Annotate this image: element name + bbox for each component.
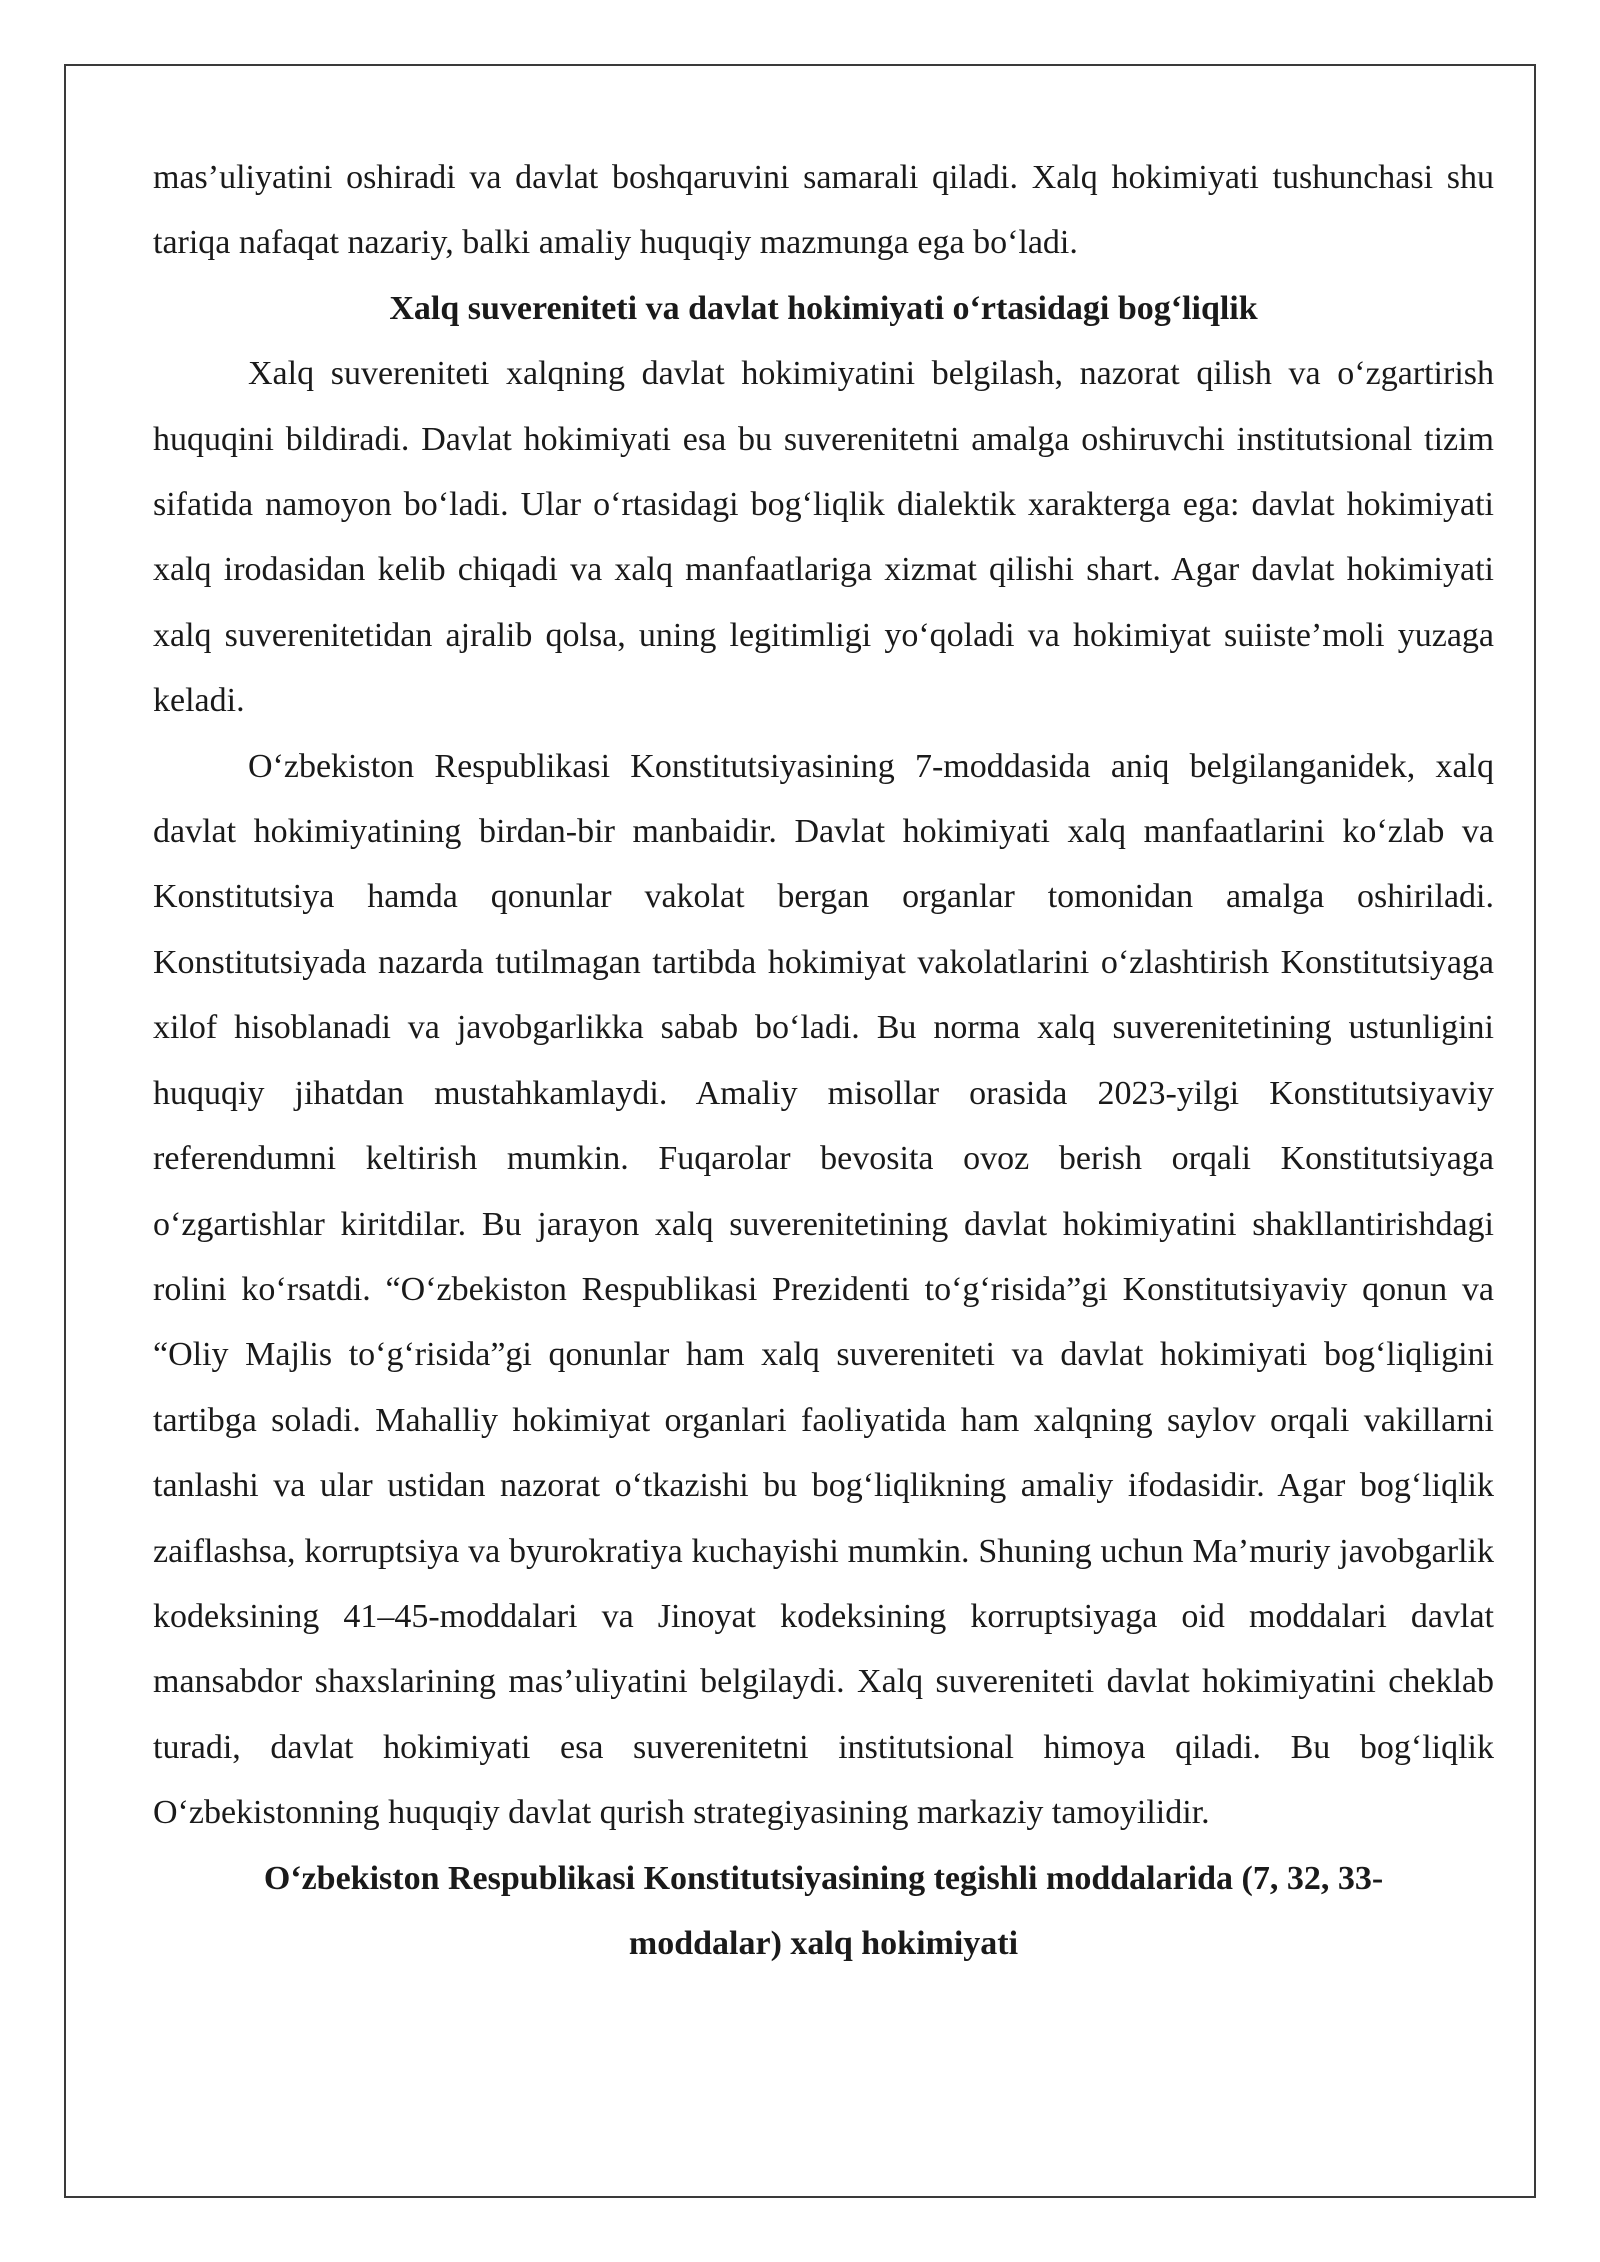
document-body — [153, 145, 1494, 1976]
section-heading-line-2: moddalar) xalq hokimiyati — [628, 1924, 1019, 1962]
section-heading-constitution-articles — [153, 1846, 1494, 1977]
paragraph-constitution-article-7: O‘zbekiston Respublikasi Konstitutsiyasining 7-moddasida aniq belgilanganidek, xalq davlat hokimiyatining birdan-bir manbaidir. Davlat hokimiyati xalq manfaatlarini ko‘zlab va Konstitutsiya hamda qonunlar vakolat bergan organlar tomonidan amalga oshiriladi. Konstitutsiyada nazarda tutilmagan tartibda hokimiyat vakolatlarini o‘zlashtirish Konstitutsiyaga xilof hisoblanadi va javobgarlikka sabab bo‘ladi. Bu norma xalq suverenitetining ustunligini huquqiy jihatdan mustahkamlaydi. Amaliy misollar orasida 2023-yilgi Konstitutsiyaviy referendumni keltirish mumkin. Fuqarolar bevosita ovoz berish orqali Konstitutsiyaga o‘zgartishlar kiritdilar. Bu jarayon xalq suverenitetining davlat hokimiyatini shakllantirishdagi rolini ko‘rsatdi. “O‘zbekiston Respublikasi Prezidenti to‘g‘risida”gi Konstitutsiyaviy qonun va “Oliy Majlis to‘g‘risida”gi qonunlar ham xalq suvereniteti va davlat hokimiyati bog‘liqligini tartibga soladi. Mahalliy hokimiyat organlari faoliyatida ham xalqning saylov orqali vakillarni tanlashi va ular ustidan nazorat o‘tkazishi bu bog‘liqlikning amaliy ifodasidir. Agar bog‘liqlik zaiflashsa, korruptsiya va byurokratiya kuchayishi mumkin. Shuning uchun Ma’muriy javobgarlik kodeksining 41–45-moddalari va Jinoyat kodeksining korruptsiyaga oid moddalari davlat mansabdor shaxslarining mas’uliyatini belgilaydi. Xalq suvereniteti davlat hokimiyatini cheklab turadi, davlat hokimiyati esa suverenitetni institutsional himoya qiladi. Bu bog‘liqlik O‘zbekistonning huquqiy davlat qurish strategiyasining markaziy tamoyilidir. — [153, 747, 1494, 1832]
section-heading-sovereignty-link: Xalq suvereniteti va davlat hokimiyati o‘rtasidagi bog‘liqlik — [389, 289, 1258, 327]
paragraph-sovereignty-definition: Xalq suvereniteti xalqning davlat hokimiyatini belgilash, nazorat qilish va o‘zgartirish huquqini bildiradi. Davlat hokimiyati esa bu suverenitetni amalga oshiruvchi institutsional tizim sifatida namoyon bo‘ladi. Ular o‘rtasidagi bog‘liqlik dialektik xarakterga ega: davlat hokimiyati xalq irodasidan kelib chiqadi va xalq manfaatlariga xizmat qilishi shart. Agar davlat hokimiyati xalq suverenitetidan ajralib qolsa, uning legitimligi yo‘qoladi va hokimiyat suiiste’moli yuzaga keladi. — [153, 355, 1494, 720]
intro-paragraph: mas’uliyatini oshiradi va davlat boshqaruvini samarali qiladi. Xalq hokimiyati tushunchasi shu tariqa nafaqat nazariy, balki amaliy huquqiy mazmunga ega bo‘ladi. — [153, 159, 1494, 262]
section-heading-line-1: O‘zbekiston Respublikasi Konstitutsiyasining tegishli moddalarida (7, 32, 33- — [263, 1859, 1384, 1897]
